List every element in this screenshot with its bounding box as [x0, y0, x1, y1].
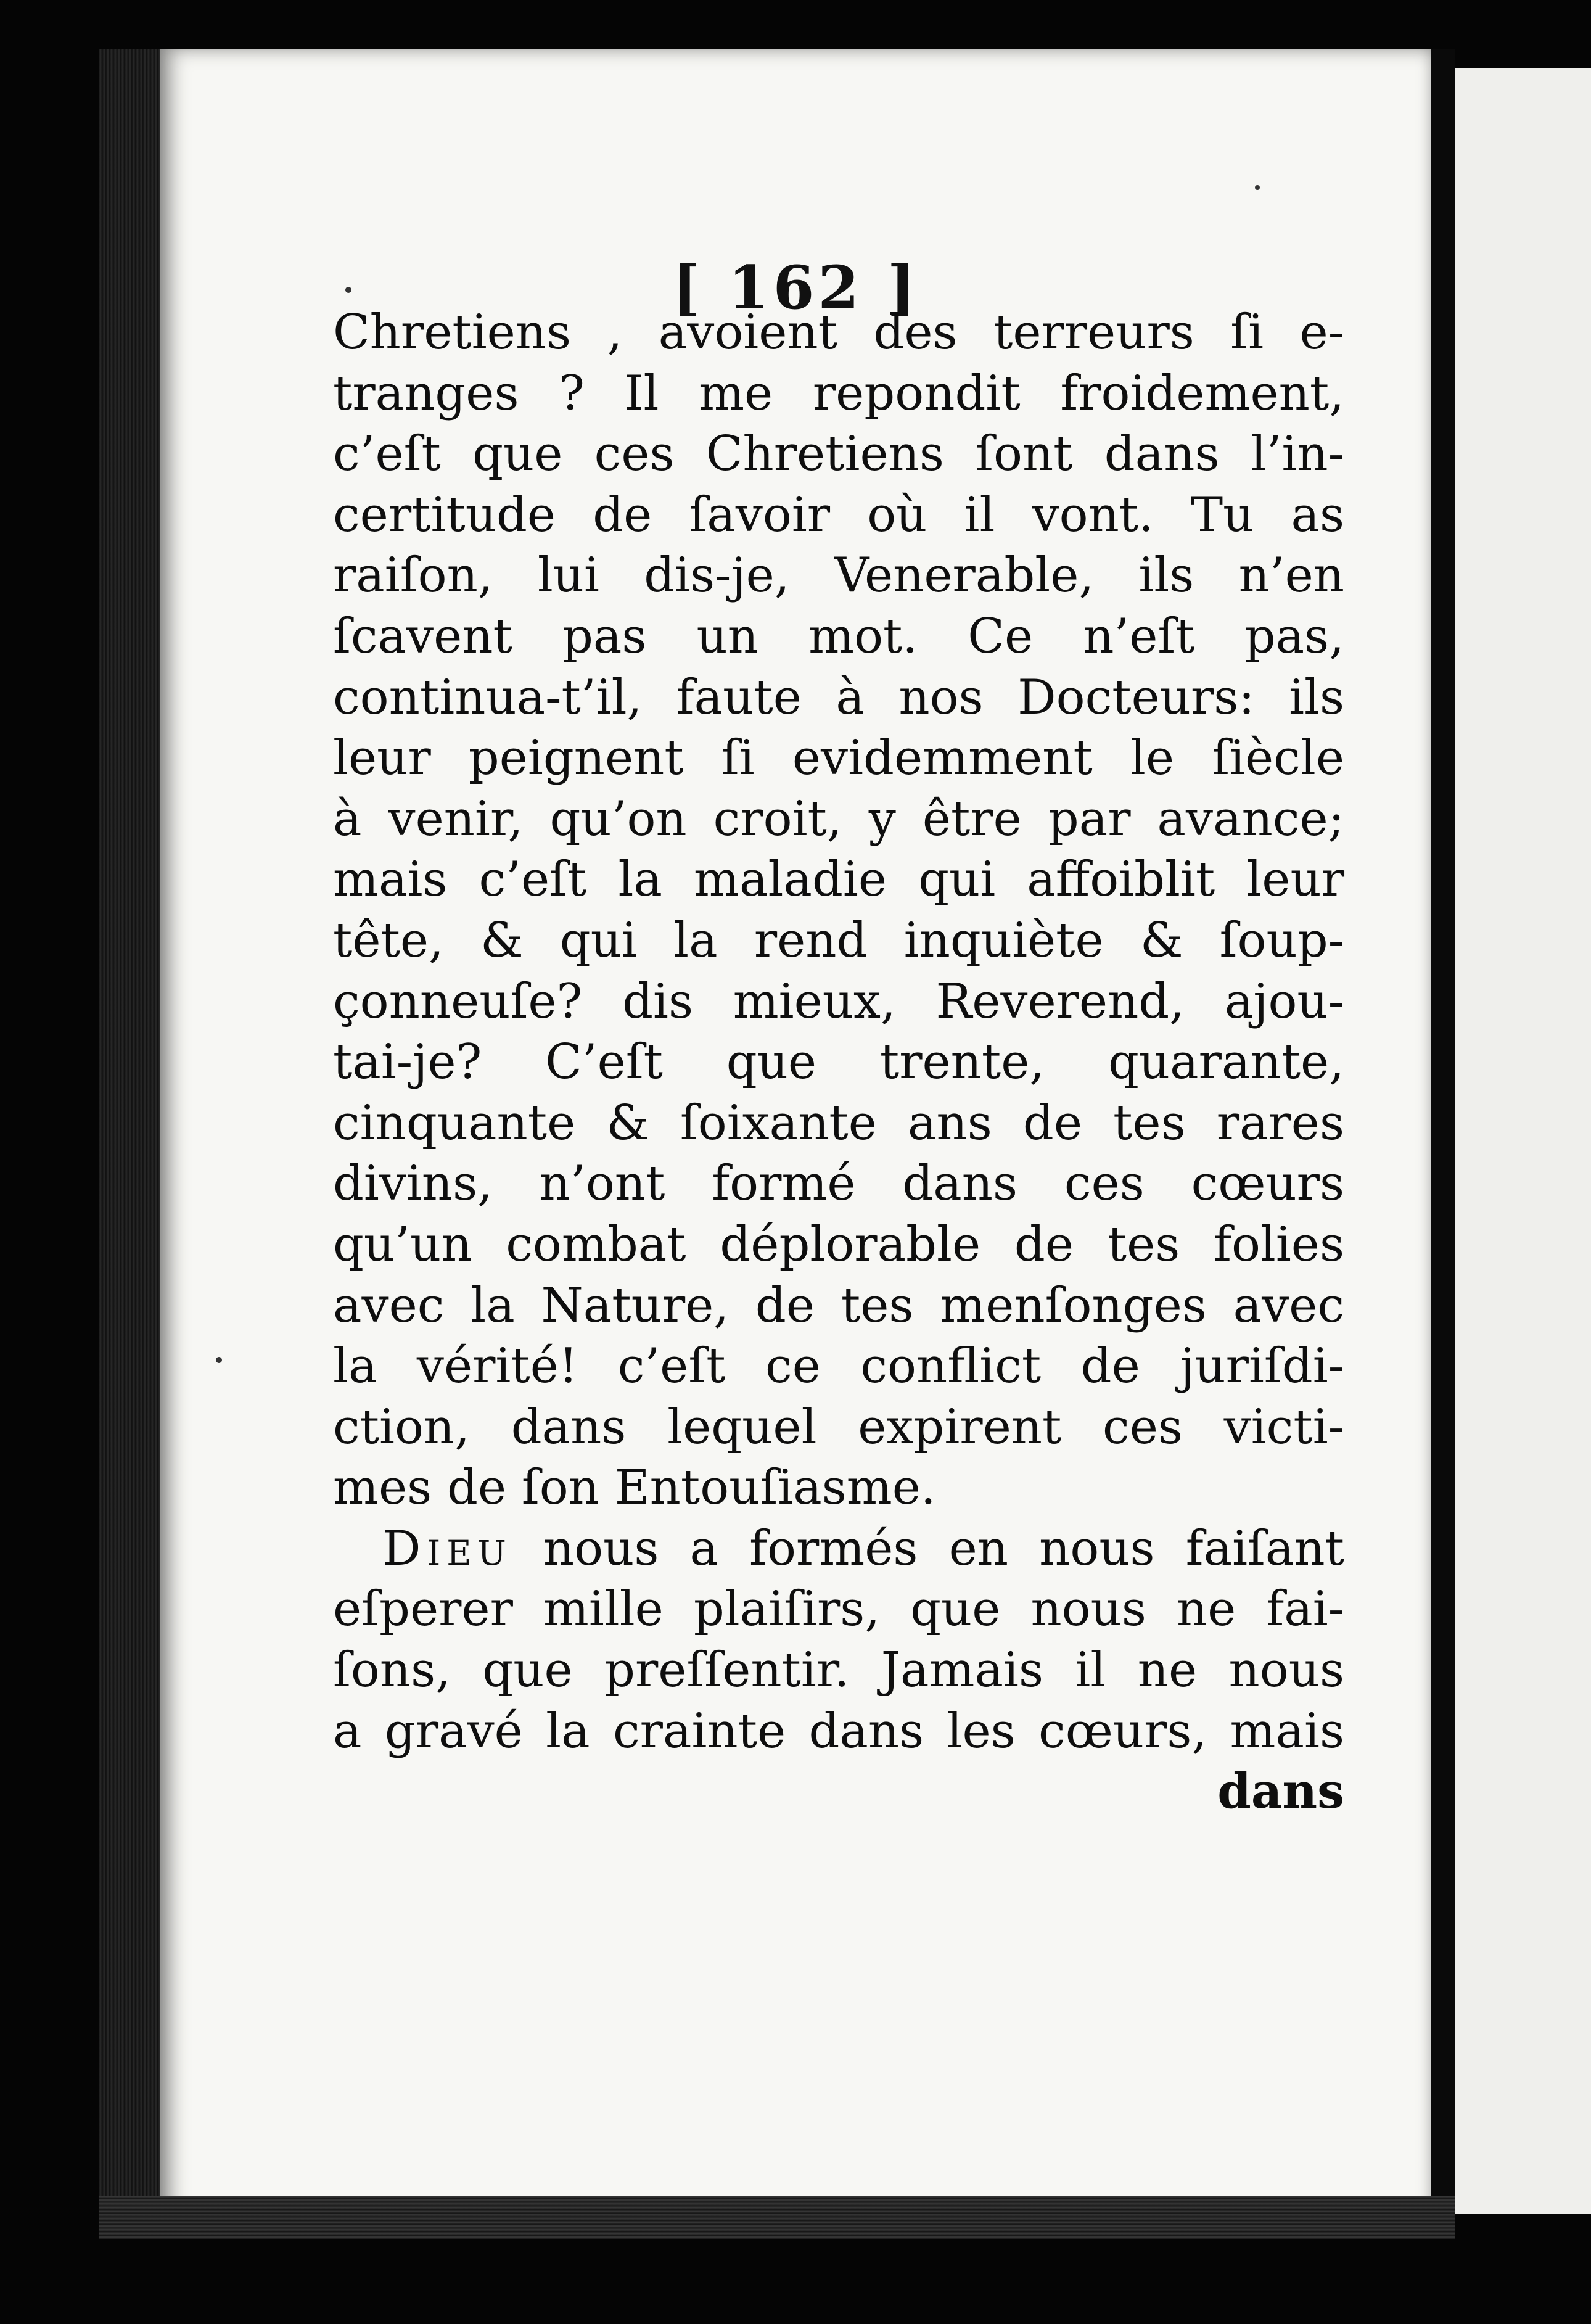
- body-text: [333, 302, 1344, 1823]
- text-line: mes de ſon Entouſiasme.: [333, 1460, 936, 1516]
- text-line: à venir, qu’on croit, y être par avance;: [333, 791, 1344, 847]
- text-line: eſperer mille plaiſirs, que nous ne fai-: [333, 1581, 1344, 1638]
- text-line: c’eſt que ces Chretiens ſont dans l’in-: [333, 426, 1344, 482]
- text-line: ſons, que preſſentir. Jamais il ne nous: [333, 1642, 1344, 1699]
- text-line: çonneuſe? dis mieux, Reverend, ajou-: [333, 973, 1344, 1029]
- text-line: ſcavent pas un mot. Ce n’eſt pas,: [333, 608, 1344, 664]
- text-line: la vérité! c’eſt ce conflict de juriſdi-: [333, 1338, 1344, 1395]
- text-line: tranges ? Il me repondit froidement,: [333, 365, 1344, 421]
- facing-page-edge: [1455, 68, 1591, 2214]
- text-line: divins, n’ont formé dans ces cœurs: [333, 1156, 1344, 1212]
- text-line: Chretiens , avoient des terreurs ſi e-: [333, 305, 1344, 360]
- lead-word: Dieu: [382, 1520, 512, 1576]
- text-line: leur peignent ſi evidemment le ſiècle: [333, 730, 1344, 786]
- text-line: certitude de ſavoir où il vont. Tu as: [333, 487, 1344, 543]
- page-number: [ 162 ]: [672, 253, 919, 323]
- page-stack-bottom-edge: [99, 2196, 1455, 2239]
- page-stack-left-edge: [99, 49, 166, 2220]
- ink-speck: [345, 287, 352, 293]
- text-line: qu’un combat déplorable de tes folies: [333, 1216, 1344, 1272]
- text-line: tai-je? C’eſt que trente, quarante,: [333, 1034, 1344, 1090]
- catchword: dans: [1217, 1763, 1344, 1820]
- text-line: mais c’eſt la maladie qui affoiblit leur: [333, 852, 1344, 908]
- text-line: tête, & qui la rend inquiète & ſoup-: [333, 912, 1344, 968]
- text-line-rest: nous a formés en nous faiſant: [543, 1520, 1345, 1576]
- text-line: avec la Nature, de tes menſonges avec: [333, 1277, 1344, 1333]
- text-line: cinquante & ſoixante ans de tes rares: [333, 1095, 1344, 1151]
- ink-speck: [1255, 185, 1260, 190]
- paragraph-opening-line: [333, 1518, 1344, 1580]
- text-line: ction, dans lequel expirent ces victi-: [333, 1399, 1344, 1455]
- text-line: a gravé la crainte dans les cœurs, mais: [333, 1703, 1344, 1759]
- text-line: raiſon, lui dis-je, Venerable, ils n’en: [333, 548, 1344, 604]
- ink-speck: [216, 1357, 222, 1363]
- text-line: continua-t’il, faute à nos Docteurs: ils: [333, 669, 1344, 725]
- book-gutter: [1431, 49, 1455, 2220]
